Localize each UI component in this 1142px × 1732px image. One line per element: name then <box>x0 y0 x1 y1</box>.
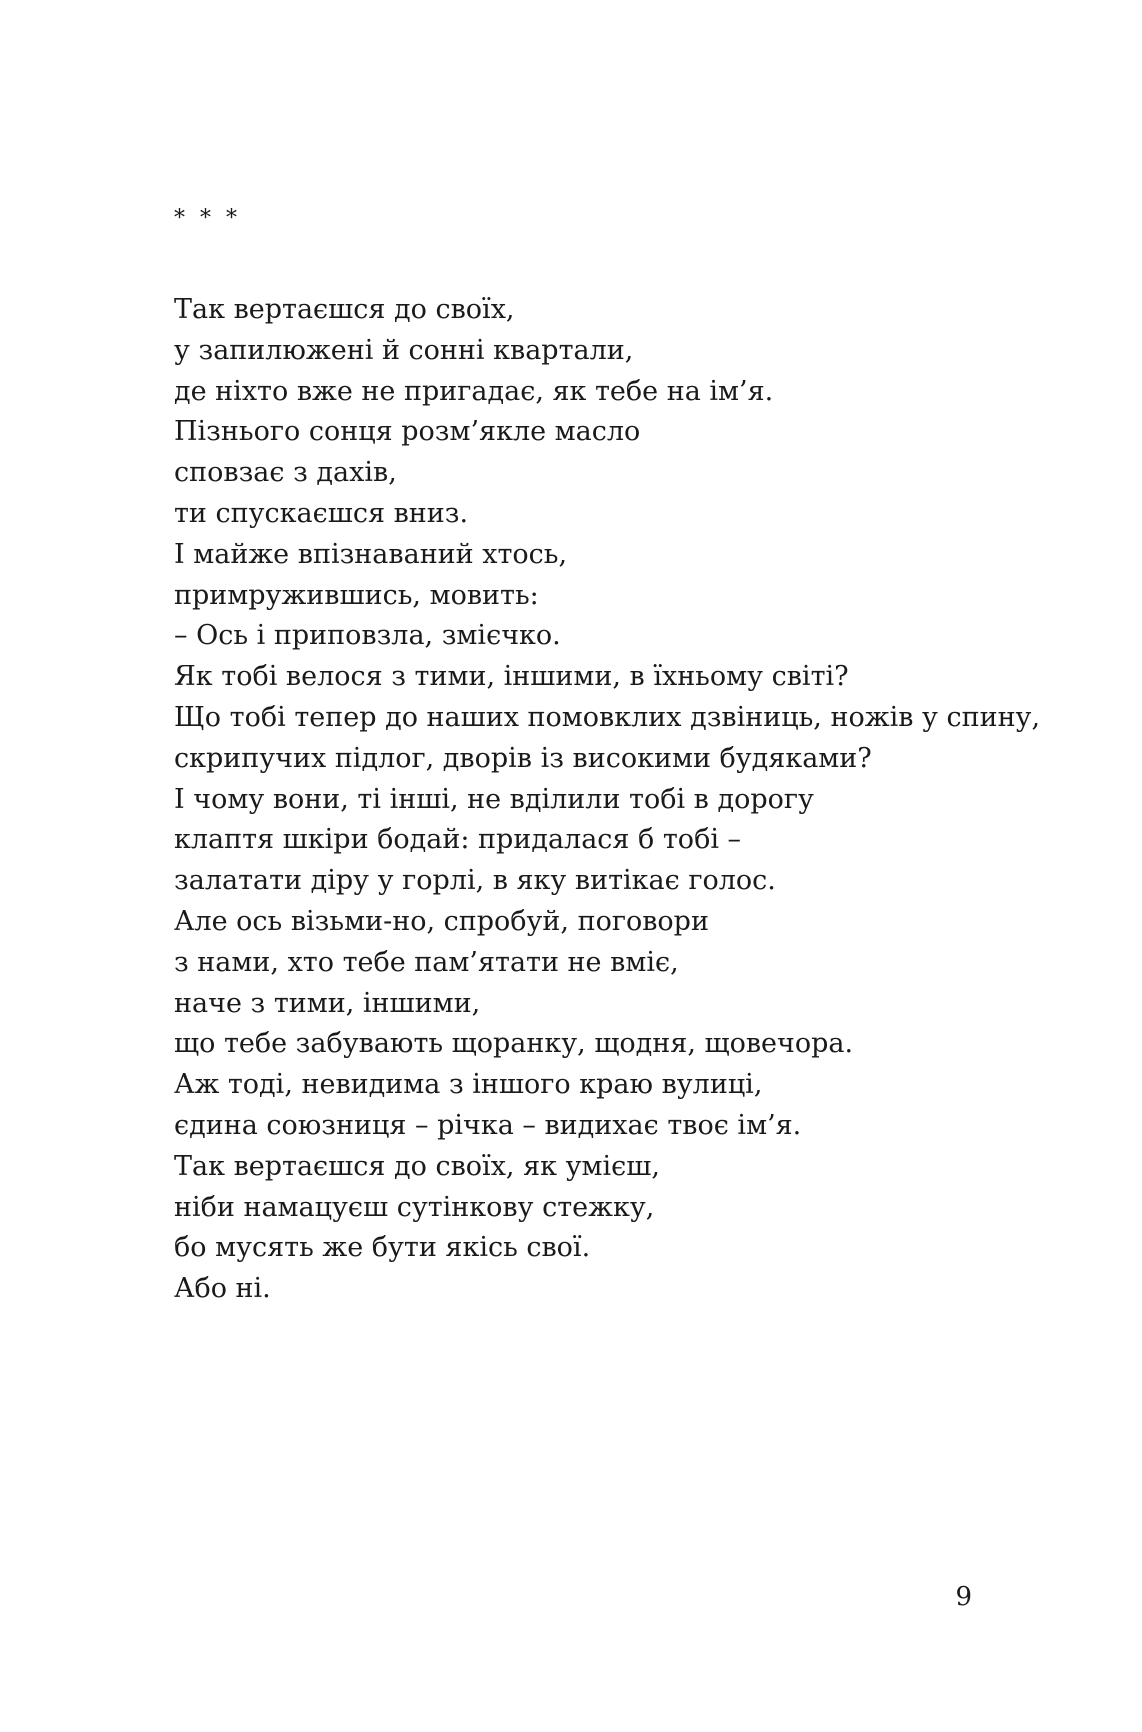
poem-line: І чому вони, ті інші, не вділили тобі в дорогу <box>174 783 814 815</box>
poem-line: – Ось і приповзла, змієчко. <box>174 620 561 652</box>
poem-line: Пізнього сонця розм’якле масло <box>174 416 641 448</box>
poem-line: Так вертаєшся до своїх, <box>174 294 515 325</box>
poem-line: ніби намацуєш сутінкову стежку, <box>174 1191 655 1223</box>
section-separator: * * * <box>174 206 241 231</box>
poem-line: з нами, хто тебе пам’ятати не вміє, <box>174 946 679 978</box>
poem-line: скрипучих підлог, дворів із високими будяками? <box>174 742 872 774</box>
poem <box>174 290 1074 1310</box>
poem-line: що тебе забувають щоранку, щодня, щовечора. <box>174 1028 854 1060</box>
poem-line: залатати діру у горлі, в яку витікає голос. <box>174 865 776 897</box>
poem-line: у запилюжені й сонні квартали, <box>174 334 634 366</box>
poem-line: Або ні. <box>174 1273 271 1305</box>
poem-line: ти спускаєшся вниз. <box>174 497 469 529</box>
poem-line: клаптя шкіри бодай: придалася б тобі – <box>174 824 742 856</box>
poem-line: наче з тими, іншими, <box>174 987 481 1019</box>
poem-line: де ніхто вже не пригадає, як тебе на ім’я. <box>174 375 774 407</box>
poem-line: примружившись, мовить: <box>174 579 539 611</box>
poem-line: Що тобі тепер до наших помовклих дзвіниць, ножів у спину, <box>174 701 1041 733</box>
poem-line: сповзає з дахів, <box>174 457 397 489</box>
poem-line: Аж тоді, невидима з іншого краю вулиці, <box>174 1069 763 1101</box>
page-number: 9 <box>955 1582 972 1612</box>
poem-line: І майже впізнаваний хтось, <box>174 538 568 570</box>
poem-line: Але ось візьми-но, спробуй, поговори <box>174 905 709 937</box>
poem-line: Так вертаєшся до своїх, як умієш, <box>174 1150 660 1182</box>
poem-line: Як тобі велося з тими, іншими, в їхньому світі? <box>174 661 849 693</box>
poem-line: єдина союзниця – річка – видихає твоє ім’я. <box>174 1109 802 1141</box>
poem-line: бо мусять же бути якісь свої. <box>174 1232 591 1264</box>
